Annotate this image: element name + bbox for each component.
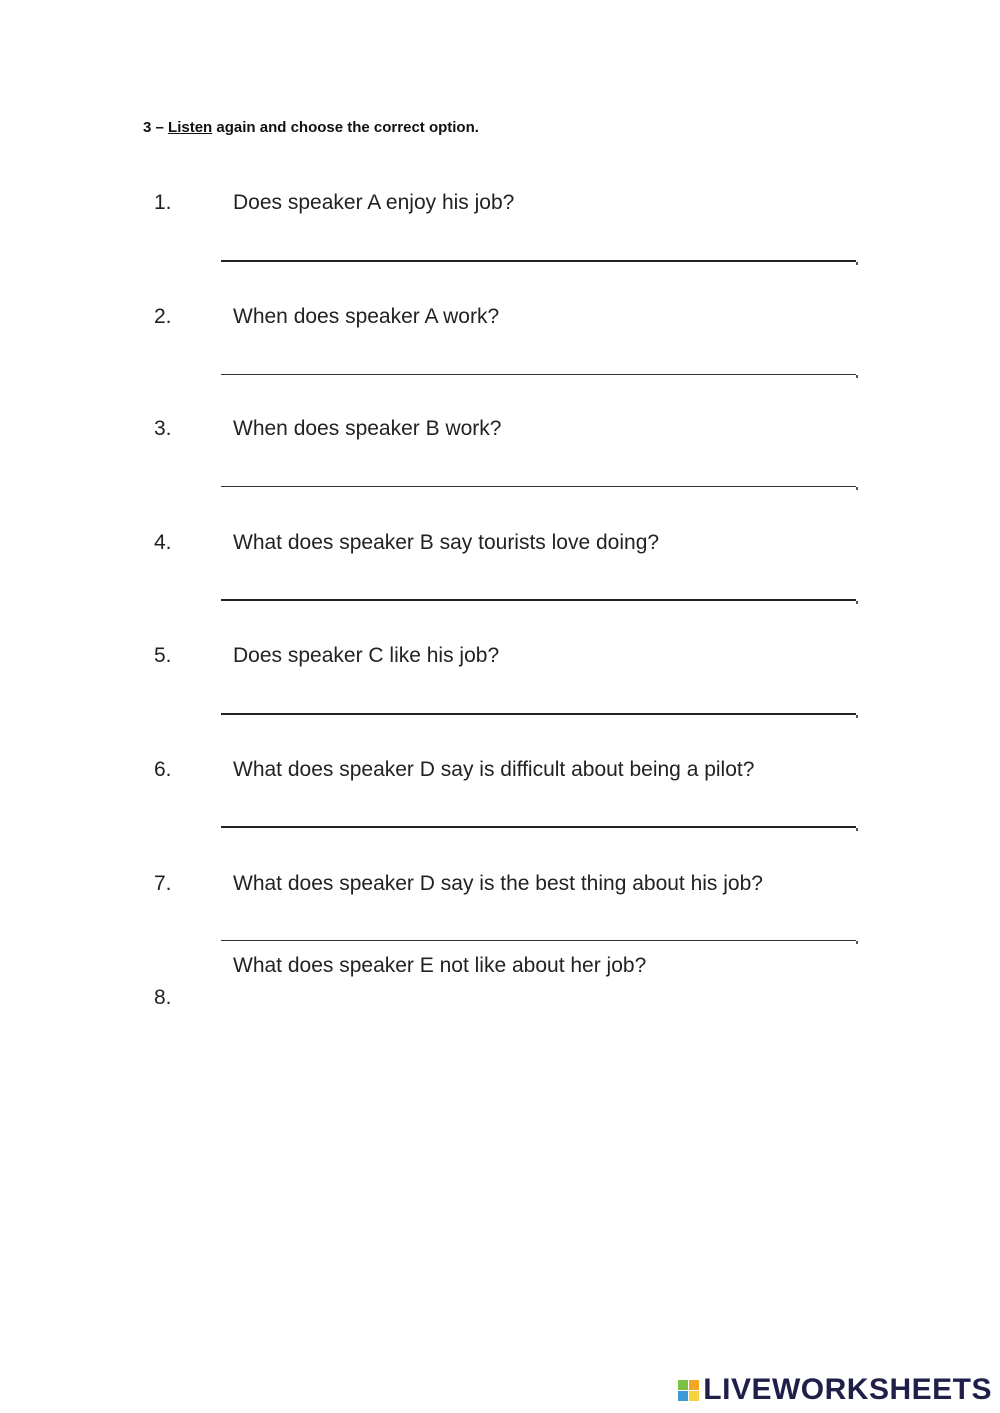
answer-line[interactable] [221, 599, 856, 601]
brand-name: LIVEWORKSHEETS [703, 1373, 992, 1406]
question-text: Does speaker C like his job? [233, 644, 500, 667]
question-text: What does speaker D say is the best thing about his job? [233, 872, 763, 895]
question-number: 2. [154, 305, 172, 328]
answer-line[interactable] [221, 713, 856, 715]
liveworksheets-logo [678, 1373, 992, 1407]
answer-line[interactable] [221, 260, 856, 262]
question-number: 1. [154, 191, 172, 214]
instruction-rest: again and choose the correct option. [212, 119, 479, 136]
question-text: When does speaker A work? [233, 305, 500, 328]
question-number: 4. [154, 531, 172, 554]
instruction-listen: Listen [168, 119, 213, 136]
instruction-prefix: 3 – [143, 119, 169, 136]
instruction-text [143, 119, 479, 136]
question-text: What does speaker D say is difficult about being a pilot? [233, 758, 755, 781]
answer-line[interactable] [221, 486, 856, 487]
question-number: 3. [154, 417, 172, 440]
question-number: 5. [154, 644, 172, 667]
answer-line[interactable] [221, 940, 856, 941]
question-text: Does speaker A enjoy his job? [233, 191, 515, 214]
question-text: What does speaker E not like about her job? [233, 954, 647, 977]
question-number: 7. [154, 872, 172, 895]
question-text: What does speaker B say tourists love doing? [233, 531, 660, 554]
question-number: 6. [154, 758, 172, 781]
answer-line[interactable] [221, 826, 856, 828]
question-number: 8. [154, 986, 172, 1009]
question-text: When does speaker B work? [233, 417, 502, 440]
logo-squares-icon [678, 1380, 699, 1401]
answer-line[interactable] [221, 374, 856, 375]
